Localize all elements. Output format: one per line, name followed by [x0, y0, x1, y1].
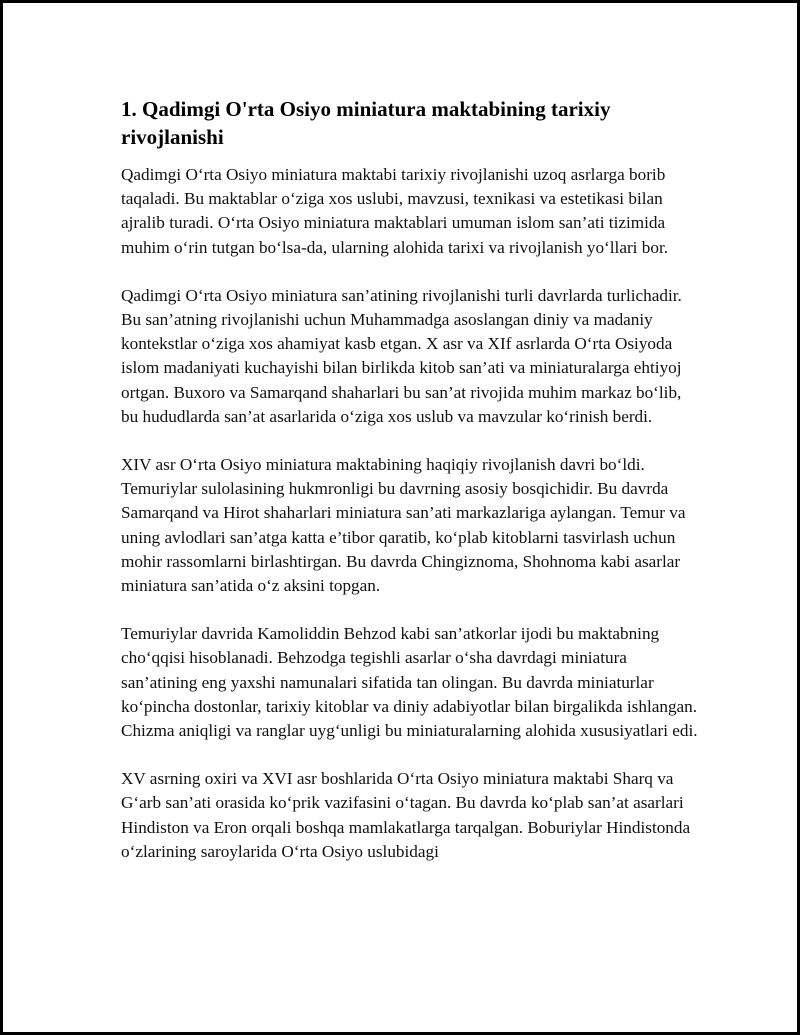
paragraph-1: Qadimgi O‘rta Osiyo miniatura maktabi tarixiy rivojlanishi uzoq asrlarga borib taqaladi. Bu maktablar o‘ziga xos uslubi, mavzusi, texnikasi va estetikasi bilan ajralib turadi. O‘rta Osiyo miniatura maktablari umuman islom san’ati tizimida muhim o‘rin tutgan bo‘lsa-da, ularning alohida tarixi va rivojlanish yo‘llari bor.: [121, 165, 669, 257]
document-body: [121, 95, 701, 888]
paragraph-2: Qadimgi O‘rta Osiyo miniatura san’atining rivojlanishi turli davrlarda turlichadir. Bu san’atning rivojlanishi uchun Muhammadga asoslangan diniy va madaniy kontekstlar o‘ziga xos ahamiyat kasb etgan. X asr va XIf asrlarda O‘rta Osiyoda islom madaniyati kuchayishi bilan birlikda kitob san’ati va miniaturalarga ehtiyoj ortgan. Buxoro va Samarqand shaharlari bu san’at rivojida muhim markaz bo‘lib, bu hududlarda san’at asarlarida o‘ziga xos uslub va mavzular ko‘rinish berdi.: [121, 285, 682, 426]
paragraph-5: XV asrning oxiri va XVI asr boshlarida O‘rta Osiyo miniatura maktabi Sharq va G‘arb san’ati orasida ko‘prik vazifasini o‘tagan. Bu davrda ko‘plab san’at asarlari Hindiston va Eron orqali boshqa mamlakatlarga tarqalgan. Boburiylar Hindistonda o‘zlarining saroylarida O‘rta Osiyo uslubidagi: [121, 769, 691, 861]
paragraph-3: XIV asr O‘rta Osiyo miniatura maktabining haqiqiy rivojlanish davri bo‘ldi. Temuriylar sulolasining hukmronligi bu davrning asosiy bosqichidir. Bu davrda Samarqand va Hirot shaharlari miniatura san’ati markazlariga aylangan. Temur va uning avlodlari san’atga katta e’tibor qaratib, ko‘plab kitoblarni tasvirlash uchun mohir rassomlarni birlashtirgan. Bu davrda Chingiznoma, Shohnoma kabi asarlar miniatura san’atida o‘z aksini topgan.: [121, 455, 686, 596]
paragraph-4: Temuriylar davrida Kamoliddin Behzod kabi san’atkorlar ijodi bu maktabning cho‘qqisi hisoblanadi. Behzodga tegishli asarlar o‘sha davrdagi miniatura san’atining eng yaxshi namunalari sifatida tan olingan. Bu davrda miniaturlar ko‘pincha dostonlar, tarixiy kitoblar va diniy adabiyotlar bilan birgalikda ishlangan. Chizma aniqligi va ranglar uyg‘unligi bu miniaturalarning alohida xususiyatlari edi.: [121, 624, 698, 741]
section-heading: 1. Qadimgi O'rta Osiyo miniatura maktabining tarixiy rivojlanishi: [121, 97, 611, 149]
